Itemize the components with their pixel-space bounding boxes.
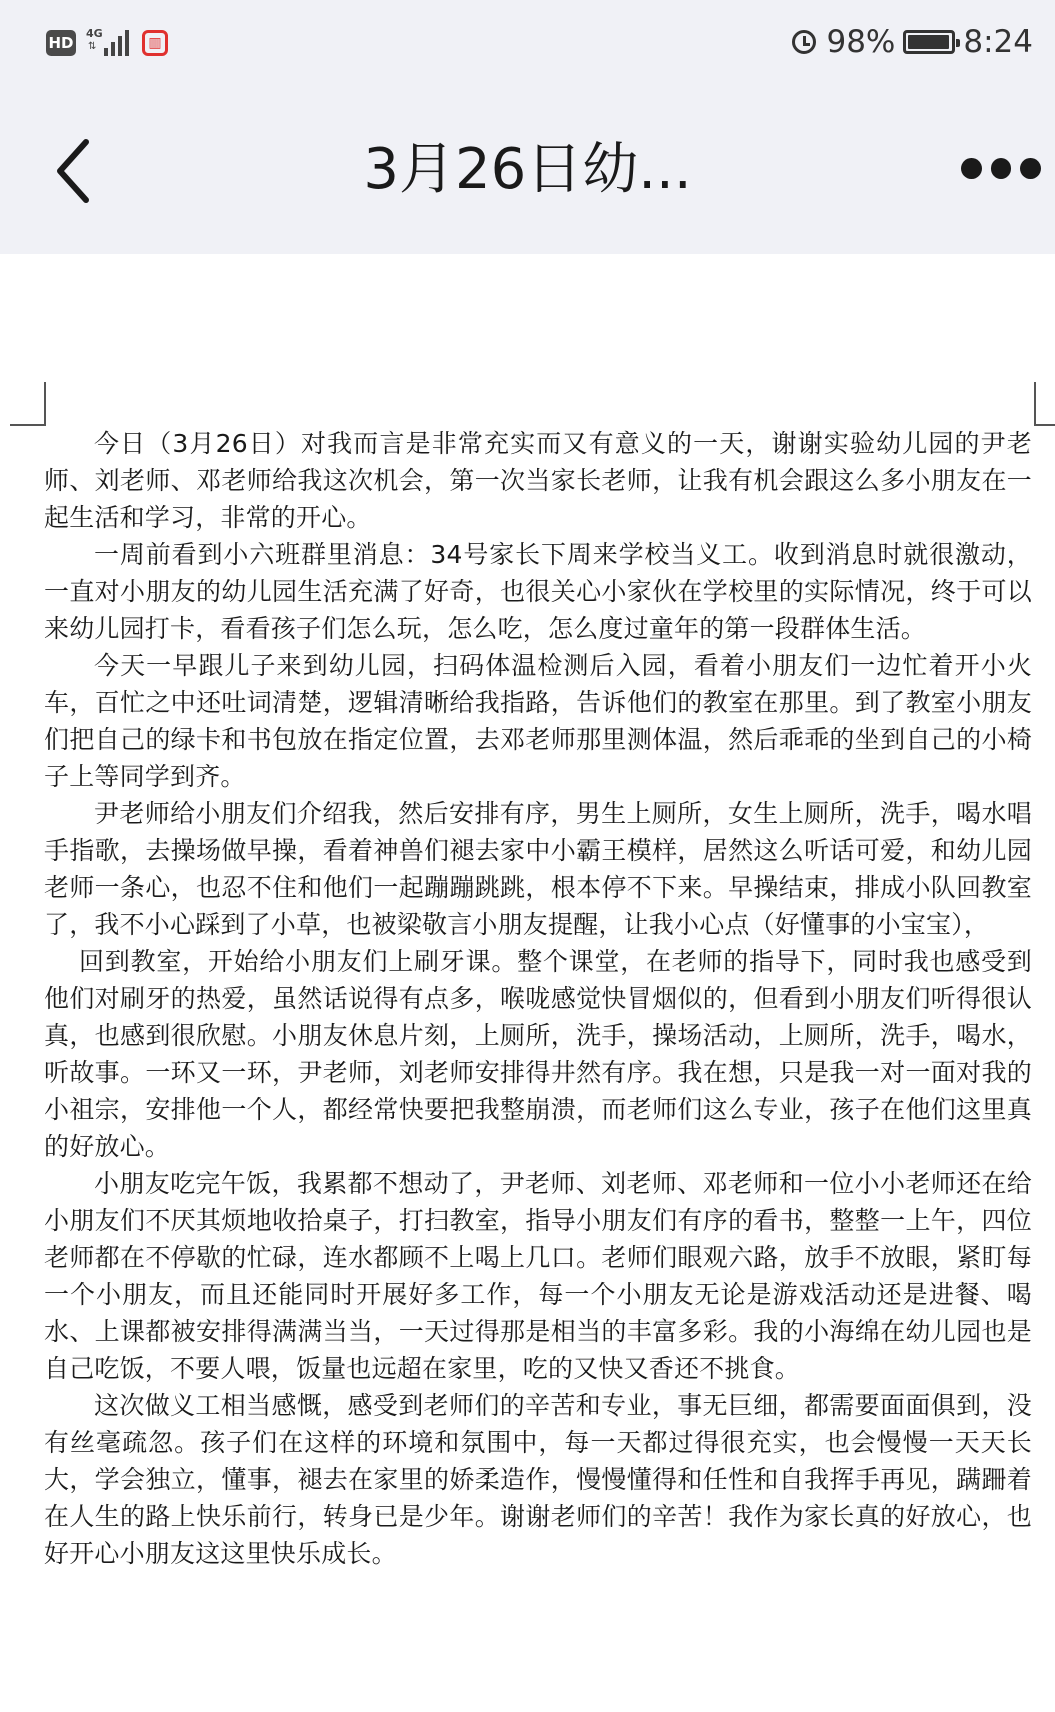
paragraph: 今日（3月26日）对我而言是非常充实而又有意义的一天，谢谢实验幼儿园的尹老师、刘老师、邓老师给我这次机会，第一次当家长老师，让我有机会跟这么多小朋友在一起生活和学习，非常的开心。 bbox=[44, 429, 1032, 532]
paragraph: 一周前看到小六班群里消息：34号家长下周来学校当义工。收到消息时就很激动，一直对小朋友的幼儿园生活充满了好奇，也很关心小家伙在学校里的实际情况，终于可以来幼儿园打卡，看看孩子们怎么玩，怎么吃，怎么度过童年的第一段群体生活。 bbox=[44, 540, 1032, 643]
document-body bbox=[44, 425, 1032, 1572]
status-bar-right bbox=[790, 22, 1033, 62]
clock-time: 8:24 bbox=[963, 24, 1033, 60]
more-horizontal-icon[interactable] bbox=[961, 158, 1041, 182]
paragraph: 尹老师给小朋友们介绍我，然后安排有序，男生上厕所，女生上厕所，洗手，喝水唱手指歌，去操场做早操，看着神兽们褪去家中小霸王模样，居然这么听话可爱，和幼儿园老师一条心，也忍不住和他们一起蹦蹦跳跳，根本停不下来。早操结束，排成小队回教室了，我不小心踩到了小草，也被梁敬言小朋友提醒，让我小心点（好懂事的小宝宝）， bbox=[44, 799, 1032, 939]
chevron-left-icon[interactable] bbox=[52, 138, 96, 204]
alarm-icon bbox=[790, 28, 818, 56]
paragraph: 今天一早跟儿子来到幼儿园，扫码体温检测后入园，看着小朋友们一边忙着开小火车，百忙之中还吐词清楚，逻辑清晰给我指路，告诉他们的教室在那里。到了教室小朋友们把自己的绿卡和书包放在指定位置，去邓老师那里测体温，然后乖乖的坐到自己的小椅子上等同学到齐。 bbox=[44, 651, 1032, 791]
signal-icon bbox=[86, 28, 132, 58]
top-bar bbox=[0, 0, 1055, 254]
page-corner-mark-right bbox=[1034, 382, 1055, 426]
paragraph: 回到教室，开始给小朋友们上刷牙课。整个课堂，在老师的指导下，同时我也感受到他们对刷牙的热爱，虽然话说得有点多，喉咙感觉快冒烟似的，但看到小朋友们听得很认真，也感到很欣慰。小朋友休息片刻，上厕所，洗手，操场活动，上厕所，洗手，喝水，听故事。一环又一环，尹老师，刘老师安排得井然有序。我在想，只是我一对一面对我的小祖宗，安排他一个人，都经常快要把我整崩溃，而老师们这么专业，孩子在他们这里真的好放心。 bbox=[44, 947, 1032, 1161]
network-type-label: 4G bbox=[86, 27, 103, 40]
data-arrows-icon: ⇅ bbox=[88, 41, 97, 52]
page-title: 3月26日幼... bbox=[363, 137, 692, 202]
hd-icon: HD bbox=[46, 30, 76, 56]
paragraph: 这次做义工相当感慨，感受到老师们的辛苦和专业，事无巨细，都需要面面俱到，没有丝毫疏忽。孩子们在这样的环境和氛围中，每一天都过得很充实，也会慢慢一天天长大，学会独立，懂事，褪去在家里的娇柔造作，慢慢懂得和任性和自我挥手再见，蹒跚着在人生的路上快乐前行，转身已是少年。谢谢老师们的辛苦！我作为家长真的好放心，也好开心小朋友这这里快乐成长。 bbox=[44, 1391, 1032, 1568]
page-corner-mark-left bbox=[10, 382, 46, 426]
book-app-icon: ▥ bbox=[142, 30, 168, 56]
battery-icon bbox=[903, 30, 955, 54]
battery-percent: 98% bbox=[826, 24, 896, 60]
status-bar-left bbox=[46, 26, 168, 60]
paragraph: 小朋友吃完午饭，我累都不想动了，尹老师、刘老师、邓老师和一位小小老师还在给小朋友们不厌其烦地收拾桌子，打扫教室，指导小朋友们有序的看书，整整一上午，四位老师都在不停歇的忙碌，连水都顾不上喝上几口。老师们眼观六路，放手不放眼，紧盯每一个小朋友，而且还能同时开展好多工作，每一个小朋友无论是游戏活动还是进餐、喝水、上课都被安排得满满当当，一天过得那是相当的丰富多彩。我的小海绵在幼儿园也是自己吃饭，不要人喂，饭量也远超在家里，吃的又快又香还不挑食。 bbox=[44, 1169, 1032, 1383]
